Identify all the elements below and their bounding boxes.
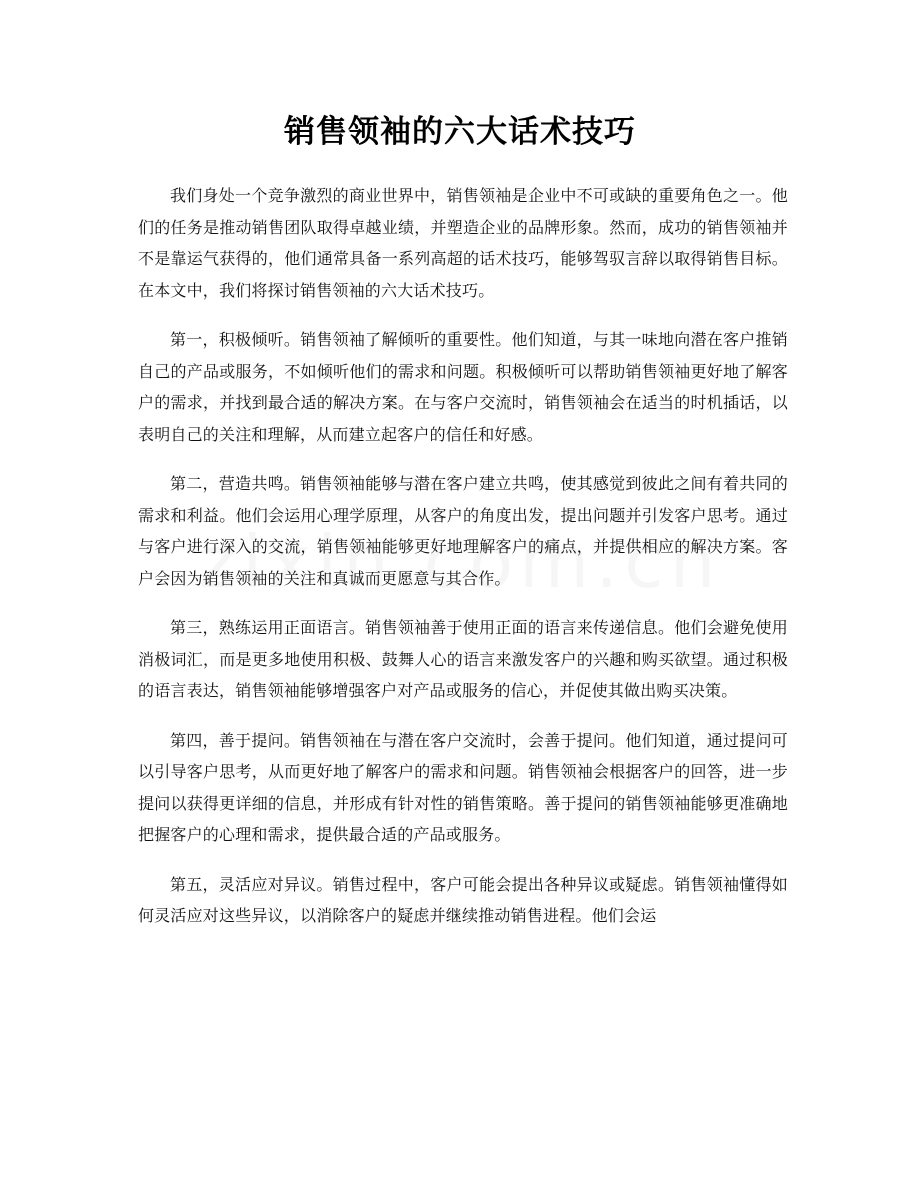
paragraph-second: 第二，营造共鸣。销售领袖能够与潜在客户建立共鸣，使其感觉到彼此之间有着共同的需求和利益。他们会运用心理学原理，从客户的角度出发，提出问题并引发客户思考。通过与客户进行深入的交流，销售领袖能够更好地理解客户的痛点，并提供相应的解决方案。客户会因为销售领袖的关注和真诚而更愿意与其合作。 bbox=[138, 474, 788, 588]
paragraph-third: 第三，熟练运用正面语言。销售领袖善于使用正面的语言来传递信息。他们会避免使用消极词汇，而是更多地使用积极、鼓舞人心的语言来激发客户的兴趣和购买欲望。通过积极的语言表达，销售领袖能够增强客户对产品或服务的信心，并促使其做出购买决策。 bbox=[138, 618, 788, 700]
document-body bbox=[138, 180, 788, 950]
paragraph-first: 第一，积极倾听。销售领袖了解倾听的重要性。他们知道，与其一味地向潜在客户推销自己的产品或服务，不如倾听他们的需求和问题。积极倾听可以帮助销售领袖更好地了解客户的需求，并找到最合适的解决方案。在与客户交流时，销售领袖会在适当的时机插话，以表明自己的关注和理解，从而建立起客户的信任和好感。 bbox=[138, 330, 788, 444]
paragraph-intro: 我们身处一个竞争激烈的商业世界中，销售领袖是企业中不可或缺的重要角色之一。他们的任务是推动销售团队取得卓越业绩，并塑造企业的品牌形象。然而，成功的销售领袖并不是靠运气获得的，他们通常具备一系列高超的话术技巧，能够驾驭言辞以取得销售目标。在本文中，我们将探讨销售领袖的六大话术技巧。 bbox=[138, 186, 788, 300]
paragraph-fifth: 第五，灵活应对异议。销售过程中，客户可能会提出各种异议或疑虑。销售领袖懂得如何灵活应对这些异议，以消除客户的疑虑并继续推动销售进程。他们会运 bbox=[138, 874, 788, 925]
document-title: 销售领袖的六大话术技巧 bbox=[284, 114, 636, 150]
paragraph-fourth: 第四，善于提问。销售领袖在与潜在客户交流时，会善于提问。他们知道，通过提问可以引导客户思考，从而更好地了解客户的需求和问题。销售领袖会根据客户的回答，进一步提问以获得更详细的信息，并形成有针对性的销售策略。善于提问的销售领袖能够更准确地把握客户的心理和需求，提供最合适的产品或服务。 bbox=[138, 730, 788, 844]
